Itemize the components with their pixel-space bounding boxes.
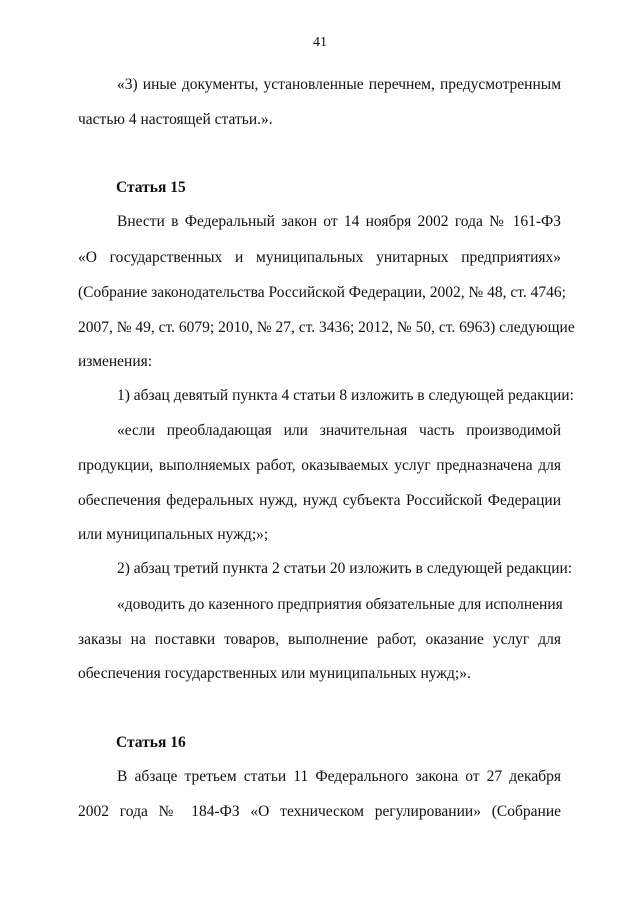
article-15-para-line-1: Внести в Федеральный закон от 14 ноября 2002 года № 161-ФЗ [117, 213, 561, 230]
article-15-para-line-4: 2007, № 49, ст. 6079; 2010, № 27, ст. 3436; 2012, № 50, ст. 6963) следующие [78, 319, 575, 336]
article-16-para-line-1: В абзаце третьем статьи 11 Федерального закона от 27 декабря [117, 768, 561, 785]
article-15-heading: Статья 15 [116, 179, 186, 196]
article-15-quote-2-line-3: обеспечения государственных или муниципальных нужд;». [78, 665, 471, 682]
article-15-item-1: 1) абзац девятый пункта 4 статьи 8 изложить в следующей редакции: [117, 387, 574, 404]
top-block-line-1: «3) иные документы, установленные перечнем, предусмотренным [117, 76, 561, 93]
article-15-quote-2-line-2: заказы на поставки товаров, выполнение работ, оказание услуг для [78, 631, 561, 648]
article-15-para-line-5: изменения: [78, 353, 153, 370]
article-15-quote-2-line-1: «доводить до казенного предприятия обязательные для исполнения [117, 596, 563, 613]
article-15-quote-1-line-1: «если преобладающая или значительная часть производимой [117, 422, 561, 439]
article-15-quote-1-line-2: продукции, выполняемых работ, оказываемых услуг предназначена для [78, 457, 561, 474]
article-15-quote-1-line-3: обеспечения федеральных нужд, нужд субъекта Российской Федерации [78, 492, 561, 509]
article-15-para-line-2: «О государственных и муниципальных унитарных предприятиях» [78, 249, 561, 266]
article-15-quote-1-line-4: или муниципальных нужд;»; [78, 526, 269, 543]
top-block-line-2: частью 4 настоящей статьи.». [78, 111, 273, 128]
article-15-para-line-3: (Собрание законодательства Российской Федерации, 2002, № 48, ст. 4746; [78, 284, 566, 301]
article-16-heading: Статья 16 [116, 734, 186, 751]
page-number: 41 [313, 35, 327, 50]
article-16-para-line-2: 2002 года № 184-ФЗ «О техническом регулировании» (Собрание [78, 803, 561, 820]
article-15-item-2: 2) абзац третий пункта 2 статьи 20 изложить в следующей редакции: [117, 560, 573, 577]
